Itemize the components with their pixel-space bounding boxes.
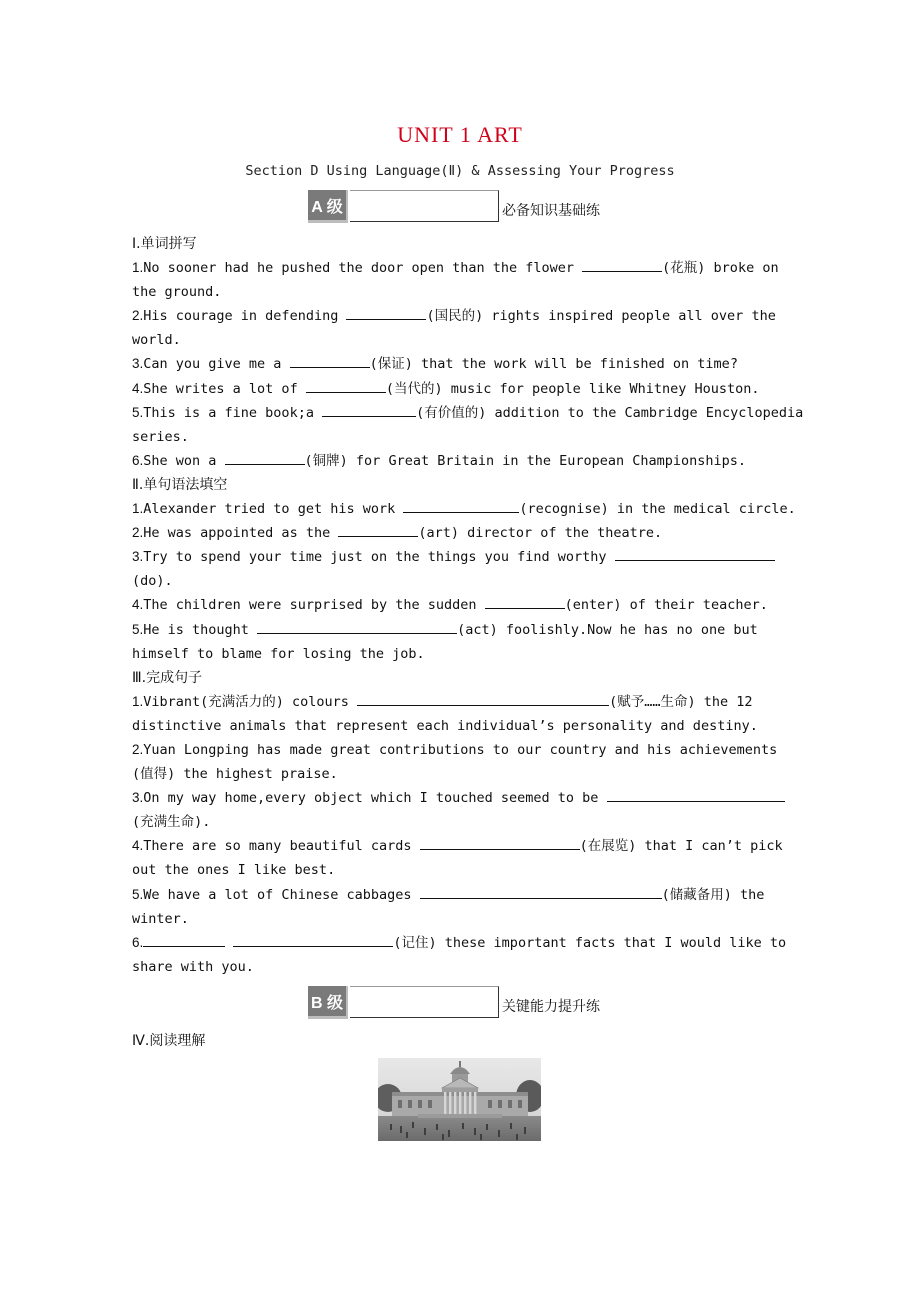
answer-blank[interactable] xyxy=(290,353,370,368)
answer-blank[interactable] xyxy=(233,932,393,947)
question: 3.Can you give me a (保证) that the work will be finished on time? xyxy=(132,352,824,376)
question-cont: out the ones I like best. xyxy=(132,862,336,879)
part1-heading: Ⅰ.单词拼写 xyxy=(132,236,197,252)
question: 6. (记住) these important facts that I would like to xyxy=(132,931,824,955)
question-cont: share with you. xyxy=(132,958,254,975)
unit-title: UNIT 1 ART xyxy=(397,122,523,147)
level-b-box xyxy=(350,986,499,1018)
question: 6.She won a (铜牌) for Great Britain in the European Championships. xyxy=(132,449,824,473)
question: 1.No sooner had he pushed the door open than the flower (花瓶) broke on xyxy=(132,256,824,280)
answer-blank[interactable] xyxy=(607,787,785,802)
question-cont: winter. xyxy=(132,910,189,927)
question-cont: himself to blame for losing the job. xyxy=(132,645,425,662)
section-subtitle: Section D Using Language(Ⅱ) & Assessing Your Progress xyxy=(245,163,675,179)
answer-blank[interactable] xyxy=(403,498,519,513)
part3-heading: Ⅲ.完成句子 xyxy=(132,669,203,686)
answer-blank[interactable] xyxy=(225,450,305,465)
level-b-badge: B 级 xyxy=(308,986,348,1019)
museum-photo xyxy=(378,1058,541,1141)
level-a-banner xyxy=(308,190,628,224)
question: 2.Yuan Longping has made great contributions to our country and his achievements xyxy=(132,741,778,758)
question: 1.Vibrant(充满活力的) colours (赋予……生命) the 12 xyxy=(132,690,824,714)
answer-blank[interactable] xyxy=(357,691,609,706)
level-b-label: 关键能力提升练 xyxy=(502,999,600,1015)
question: 3.Try to spend your time just on the things you find worthy xyxy=(132,545,824,569)
question: 2.His courage in defending (国民的) rights inspired people all over the xyxy=(132,304,824,328)
answer-blank[interactable] xyxy=(257,619,457,634)
answer-blank[interactable] xyxy=(346,305,426,320)
question: 5.He is thought (act) foolishly.Now he has no one but xyxy=(132,618,824,642)
question: 5.This is a fine book;a (有价值的) addition to the Cambridge Encyclopedia xyxy=(132,401,824,425)
question: 4.The children were surprised by the sudden (enter) of their teacher. xyxy=(132,593,824,617)
level-a-badge: A 级 xyxy=(308,190,348,223)
question-cont: (值得) the highest praise. xyxy=(132,766,338,783)
answer-blank[interactable] xyxy=(420,835,580,850)
level-a-label: 必备知识基础练 xyxy=(502,203,600,219)
answer-blank[interactable] xyxy=(143,932,225,947)
answer-blank[interactable] xyxy=(420,884,662,899)
question-cont: series. xyxy=(132,428,189,445)
level-a-box xyxy=(350,190,499,222)
question-cont: (充满生命). xyxy=(132,814,211,831)
part4-heading: Ⅳ.阅读理解 xyxy=(132,1033,206,1049)
part2-heading: Ⅱ.单句语法填空 xyxy=(132,476,228,493)
question-cont: (do). xyxy=(132,573,173,590)
level-b-banner xyxy=(308,986,628,1020)
question: 5.We have a lot of Chinese cabbages (储藏备用) the xyxy=(132,883,824,907)
museum-building-image xyxy=(378,1058,541,1141)
question: 1.Alexander tried to get his work (recognise) in the medical circle. xyxy=(132,497,824,521)
question-cont: distinctive animals that represent each individual’s personality and destiny. xyxy=(132,717,758,734)
exercise-content xyxy=(132,232,824,979)
answer-blank[interactable] xyxy=(322,402,416,417)
answer-blank[interactable] xyxy=(615,546,775,561)
question-cont: world. xyxy=(132,332,181,349)
question: 4.She writes a lot of (当代的) music for people like Whitney Houston. xyxy=(132,377,824,401)
answer-blank[interactable] xyxy=(306,378,386,393)
answer-blank[interactable] xyxy=(582,257,662,272)
answer-blank[interactable] xyxy=(338,522,418,537)
question: 2.He was appointed as the (art) director of the theatre. xyxy=(132,521,824,545)
question: 4.There are so many beautiful cards (在展览) that I can’t pick xyxy=(132,834,824,858)
answer-blank[interactable] xyxy=(485,594,565,609)
question: 3.On my way home,every object which I touched seemed to be xyxy=(132,786,824,810)
question-cont: the ground. xyxy=(132,284,222,301)
